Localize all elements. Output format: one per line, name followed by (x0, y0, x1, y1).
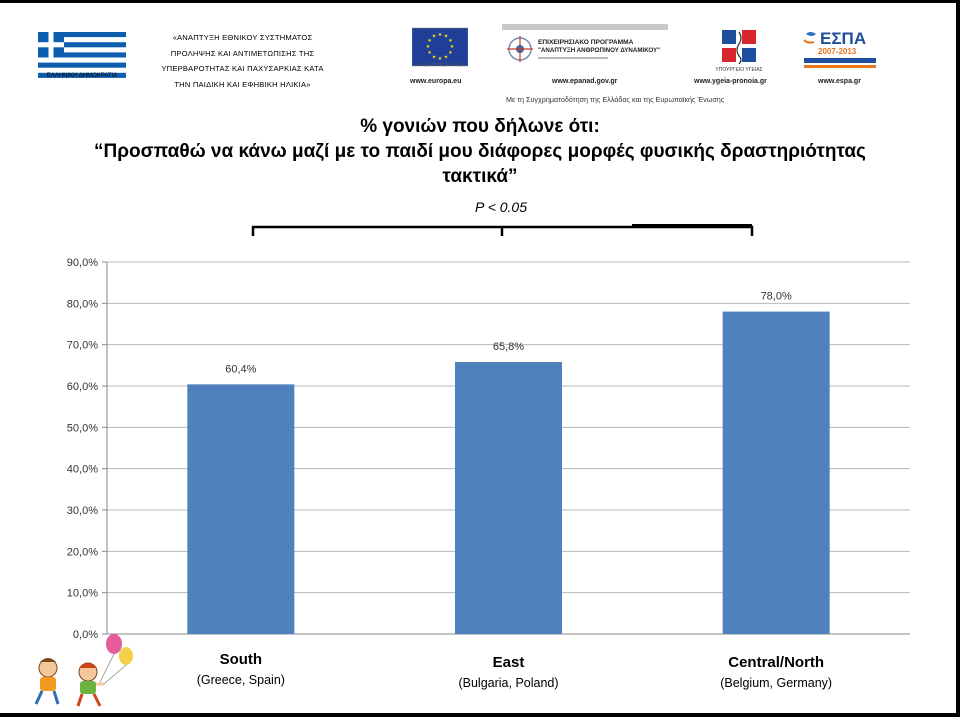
epanad-title-2: "ΑΝΑΠΤΥΞΗ ΑΝΘΡΩΠΙΝΟΥ ΔΥΝΑΜΙΚΟΥ" (538, 47, 661, 54)
kids-mascot-icon (0, 630, 140, 712)
espa-label: ΕΣΠΑ (820, 29, 867, 48)
svg-text:★: ★ (448, 38, 453, 44)
health-caption: ΥΠΟΥΡΓΕΙΟ ΥΓΕΙΑΣ (715, 67, 763, 73)
espa-years: 2007-2013 (818, 47, 857, 56)
cofinancing-note: Με τη Συγχρηματοδότηση της Ελλάδας και της Ευρωπαϊκής Ένωσης (506, 95, 725, 104)
program-line: ΤΗΝ ΠΑΙΔΙΚΗ ΚΑΙ ΕΦΗΒΙΚΗ ΗΛΙΚΙΑ» (174, 79, 311, 89)
x-category-sublabel: (Greece, Spain) (196, 673, 285, 687)
y-tick-label: 70,0% (66, 339, 98, 352)
bar-value-label: 78,0% (760, 290, 792, 303)
title-line-2: “Προσπαθώ να κάνω μαζί με το παιδί μου διάφορες μορφές φυσικής δραστηριότητας (94, 141, 866, 162)
svg-text:★: ★ (431, 54, 437, 61)
svg-text:★: ★ (443, 33, 449, 40)
y-tick-label: 90,0% (66, 257, 98, 269)
svg-text:★: ★ (431, 33, 437, 40)
bar-value-label: 65,8% (492, 341, 525, 354)
y-tick-label: 10,0% (66, 587, 98, 600)
x-category-label: South (219, 651, 263, 668)
bar (723, 312, 830, 634)
svg-text:★: ★ (437, 32, 443, 38)
x-axis-labels (197, 651, 832, 690)
svg-text:★: ★ (425, 44, 431, 51)
eu-caption: Ευρωπαϊκή Ένωση (418, 62, 462, 68)
epanad-title-1: ΕΠΙΧΕΙΡΗΣΙΑΚΟ ΠΡΟΓΡΑΜΜΑ (538, 39, 634, 46)
url-europa[interactable]: www.europa.eu (410, 78, 462, 85)
y-tick-label: 20,0% (66, 546, 98, 559)
program-line: ΥΠΕΡΒΑΡΟΤΗΤΑΣ ΚΑΙ ΠΑΧΥΣΑΡΚΙΑΣ ΚΑΤΑ (161, 64, 324, 73)
y-tick-label: 40,0% (66, 463, 98, 476)
bar (455, 362, 562, 634)
x-category-sublabel: (Belgium, Germany) (720, 676, 833, 690)
url-espa[interactable]: www.espa.gr (818, 78, 861, 85)
program-line: ΠΡΟΛΗΨΗΣ ΚΑΙ ΑΝΤΙΜΕΤΩΠΙΣΗΣ ΤΗΣ (170, 48, 315, 58)
y-tick-label: 0,0% (72, 629, 98, 641)
significance-bracket (253, 225, 752, 236)
svg-text:★: ★ (448, 50, 453, 57)
greece-caption: ΕΛΛΗΝΙΚΗ ΔΗΜΟΚΡΑΤΙΑ (46, 73, 118, 79)
title-line-1: % γονιών που δήλωνε ότι: (360, 116, 600, 137)
svg-text:★: ★ (427, 50, 432, 57)
significance-label: P < 0.05 (474, 199, 528, 215)
y-tick-label: 50,0% (66, 422, 98, 435)
svg-text:★: ★ (427, 38, 432, 44)
title-line-3: τακτικά” (442, 166, 518, 187)
program-line: «ΑΝΑΠΤΥΞΗ ΕΘΝΙΚΟΥ ΣΥΣΤΗΜΑΤΟΣ (172, 33, 313, 42)
bars (187, 312, 829, 634)
svg-text:★: ★ (449, 44, 455, 51)
url-ygeia[interactable]: www.ygeia-pronoia.gr (694, 78, 767, 85)
svg-text:★: ★ (443, 54, 449, 61)
y-tick-label: 80,0% (66, 298, 98, 311)
url-epanad[interactable]: www.epanad.gov.gr (552, 78, 618, 85)
x-category-label: East (492, 654, 525, 671)
svg-text:★: ★ (437, 56, 443, 63)
bar-value-label: 60,4% (225, 363, 257, 376)
x-category-sublabel: (Bulgaria, Poland) (458, 676, 559, 690)
y-tick-label: 60,0% (66, 381, 98, 393)
y-tick-label: 30,0% (66, 505, 98, 517)
y-axis-labels (67, 257, 98, 641)
x-category-label: Central/North (728, 654, 825, 671)
bar (187, 384, 294, 634)
